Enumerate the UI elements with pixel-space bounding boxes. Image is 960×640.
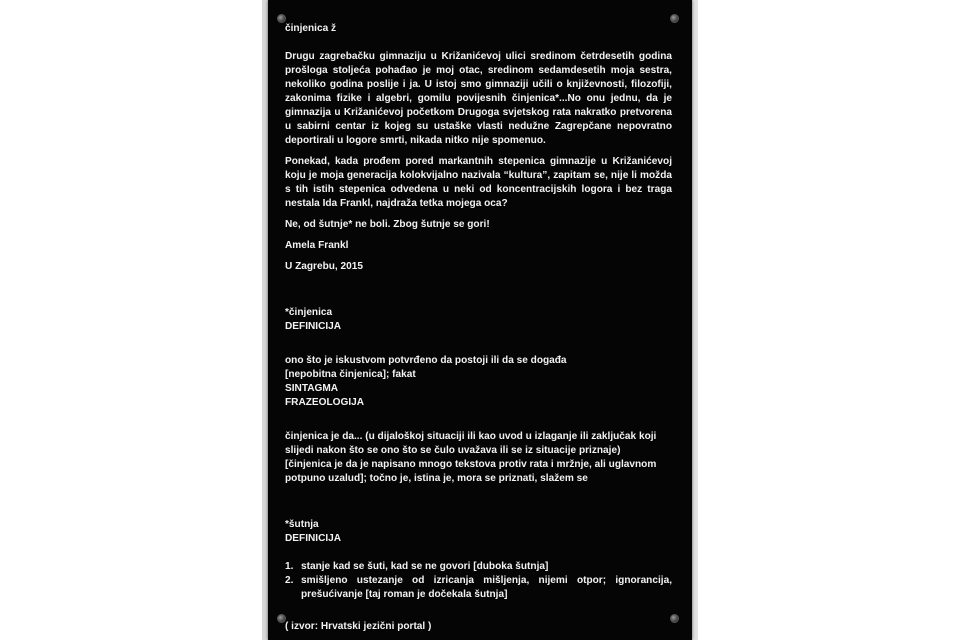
phrase-example: [činjenica je da je napisano mnogo tekstova protiv rata i mržnje, ali uglavnom potpuno uzalud]; točno je, istina je, mora se priznati, slažem se (285, 459, 657, 484)
list-item-text: stanje kad se šuti, kad se ne govori [duboka šutnja] (301, 561, 549, 572)
list-item (285, 574, 672, 602)
frazeologija-label: FRAZEOLOGIJA (285, 397, 365, 408)
paragraph-1: Drugu zagrebačku gimnaziju u Križanićevoj ulici sredinom četrdesetih godina prošloga stoljeća pohađao je moj otac, sredinom sedamdesetih moja sestra, nekoliko godina poslije i ja. U istoj smo gimnaziji učili o književnosti, filozofiji, zakonima fizike i algebri, gomilu povijesnih činjenica*...No onu jednu, da je gimnazija u Križanićevoj početkom Drugoga svjetskog rata nakratko pretvorena u sabirni centar iz kojeg su ustaške vlasti nedužne Zagrepčane nepovratno deportirali u logore smrti, nikada nitko nije spomenuo. (285, 51, 672, 146)
plaque-text (285, 22, 672, 634)
definition-text: ono što je iskustvom potvrđeno da postoji ili da se događa (285, 355, 567, 366)
paragraph-3: Ne, od šutnje* ne boli. Zbog šutnje se gori! (285, 219, 490, 230)
plaque-title: činjenica ž (285, 23, 337, 34)
source-note: ( izvor: Hrvatski jezični portal ) (285, 621, 432, 632)
definition-list (285, 560, 672, 602)
list-item-text: smišljeno ustezanje od izricanja mišljenja, nijemi otpor; ignorancija, prešućivanje [taj roman je dočekala šutnja] (301, 575, 672, 600)
phrase-explanation: činjenica je da... (u dijaloškoj situaciji ili kao uvod u izlaganje ili zaključak koji slijedi nakon što se ono što se čulo uvažava ili se iz situacije priznaje) (285, 431, 657, 456)
paragraph-2: Ponekad, kada prođem pored markantnih stepenica gimnazije u Križanićevoj koju je moja generacija kolokvijalno nazivala “kultura”, zapitam se, nije li možda s tih istih stepenica odvedena u neki od koncentracijskih logora i bez traga nestala Ida Frankl, najdraža tetka mojega oca? (285, 156, 672, 209)
definition-term-cinjenica: *činjenica (285, 307, 333, 318)
author: Amela Frankl (285, 240, 349, 251)
sintagma-label: SINTAGMA (285, 383, 339, 394)
list-item-number: 1. (285, 561, 294, 572)
place-date: U Zagrebu, 2015 (285, 261, 363, 272)
list-item-number: 2. (285, 575, 294, 586)
list-item (285, 560, 672, 574)
definition-label: DEFINICIJA (285, 533, 342, 544)
definition-term-sutnja: *šutnja (285, 519, 319, 530)
definition-label: DEFINICIJA (285, 321, 342, 332)
definition-text: [nepobitna činjenica]; fakat (285, 369, 416, 380)
